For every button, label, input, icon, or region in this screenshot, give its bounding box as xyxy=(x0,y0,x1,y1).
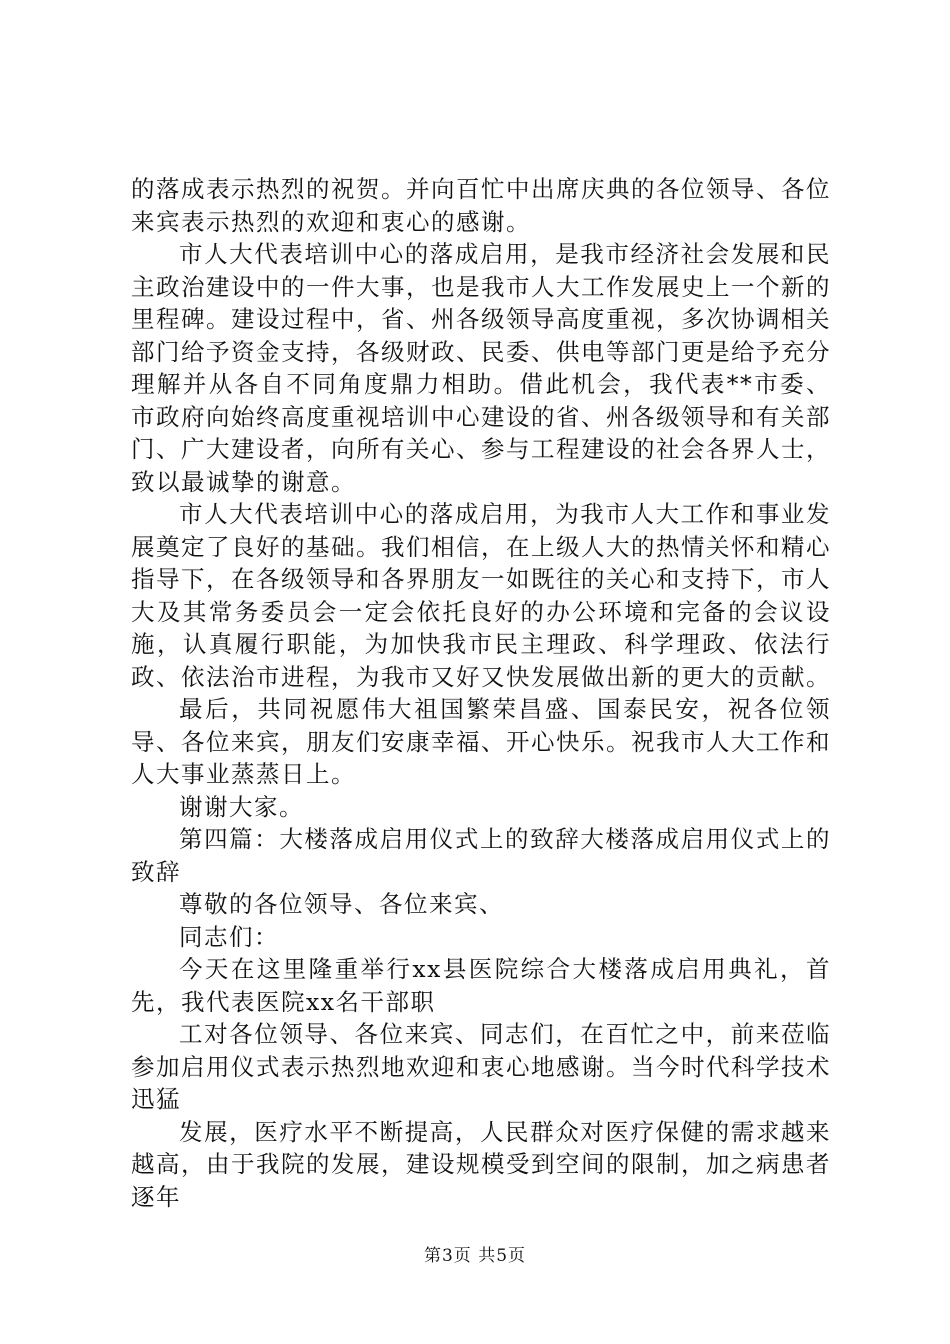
paragraph: 同志们： xyxy=(179,922,279,951)
paragraph: 发展，医疗水平不断提高，人民群众对医疗保健的需求越来越高，由于我院的发展，建设规模受到空间的限制，加之病患者逐年 xyxy=(131,1117,831,1211)
paragraph: 最后，共同祝愿伟大祖国繁荣昌盛、国泰民安，祝各位领导、各位来宾，朋友们安康幸福、开心快乐。祝我市人大工作和人大事业蒸蒸日上。 xyxy=(131,695,831,788)
paragraph: 谢谢大家。 xyxy=(179,792,304,821)
paragraph: 工对各位领导、各位来宾、同志们，在百忙之中，前来莅临参加启用仪式表示热烈地欢迎和衷心地感谢。当今时代科学技术迅猛 xyxy=(131,1020,831,1113)
document-body xyxy=(131,173,831,1213)
page-number-footer: 第3页 共5页 xyxy=(423,1246,527,1266)
paragraph: 市人大代表培训中心的落成启用，为我市人大工作和事业发展奠定了良好的基础。我们相信，在上级人大的热情关怀和精心指导下，在各级领导和各界朋友一如既往的关心和支持下，市人大及其常务委员会一定会依托良好的办公环境和完备的会议设施，认真履行职能，为加快我市民主理政、科学理政、依法行政、依法治市进程，为我市又好又快发展做出新的更大的贡献。 xyxy=(131,500,831,691)
section-heading: 第四篇：大楼落成启用仪式上的致辞大楼落成启用仪式上的致辞 xyxy=(131,825,831,886)
paragraph: 今天在这里隆重举行xx县医院综合大楼落成启用典礼，首先，我代表医院xx名干部职 xyxy=(131,955,831,1016)
paragraph: 尊敬的各位领导、各位来宾、 xyxy=(179,890,504,918)
paragraph: 市人大代表培训中心的落成启用，是我市经济社会发展和民主政治建设中的一件大事，也是我市人大工作发展史上一个新的里程碑。建设过程中，省、州各级领导高度重视，多次协调相关部门给予资金支持，各级财政、民委、供电等部门更是给予充分理解并从各自不同角度鼎力相助。借此机会，我代表**市委、市政府向始终高度重视培训中心建设的省、州各级领导和有关部门、广大建设者，向所有关心、参与工程建设的社会各界人士，致以最诚挚的谢意。 xyxy=(131,240,831,496)
paragraph: 的落成表示热烈的祝贺。并向百忙中出席庆典的各位领导、各位来宾表示热烈的欢迎和衷心的感谢。 xyxy=(131,175,831,236)
